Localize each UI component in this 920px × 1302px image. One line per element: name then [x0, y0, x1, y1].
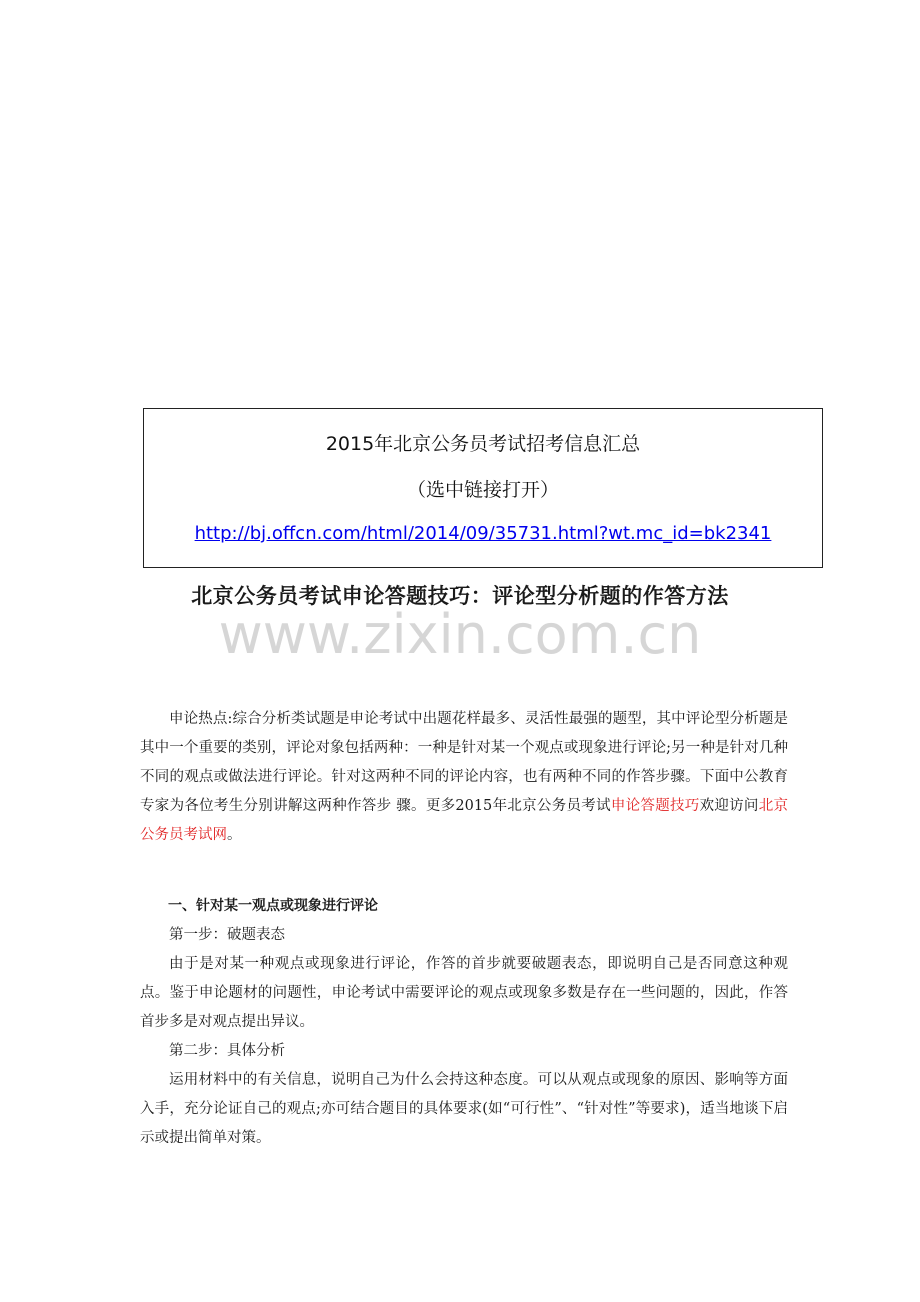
- intro-text-before: 申论热点:综合分析类试题是申论考试中出题花样最多、灵活性最强的题型，其中评论型分析题是其中一个重要的类别，评论对象包括两种：一种是针对某一个观点或现象进行评论;另一种是针对几种不同的观点或做法进行评论。针对这两种不同的评论内容，也有两种不同的作答步骤。下面中公教育专家为各位考生分别讲解这两种作答步 骤。更多2015年北京公务员考试: [140, 711, 788, 814]
- step2-body: 运用材料中的有关信息，说明自己为什么会持这种态度。可以从观点或现象的原因、影响等方面入手，充分论证自己的观点;亦可结合题目的具体要求(如“可行性”、“针对性”等要求)，适当地谈下启示或提出简单对策。: [140, 1072, 788, 1146]
- section-heading-1: 一、针对某一观点或现象进行评论: [168, 898, 378, 914]
- watermark: www.zixin.com.cn: [218, 603, 702, 666]
- document-title: 北京公务员考试申论答题技巧：评论型分析题的作答方法: [191, 584, 729, 608]
- info-box-link[interactable]: http://bj.offcn.com/html/2014/09/35731.html?wt.mc_id=bk2341: [194, 523, 772, 544]
- article-body: [140, 705, 788, 1153]
- intro-text-middle: 欢迎访问: [699, 798, 759, 814]
- info-box: [143, 408, 823, 568]
- exam-tips-link[interactable]: 申论答题技巧: [610, 798, 700, 814]
- intro-paragraph: [140, 705, 788, 850]
- step2-title: 第二步：具体分析: [169, 1043, 285, 1059]
- info-box-hint: （选中链接打开）: [406, 479, 559, 501]
- step1-body: 由于是对某一种观点或现象进行评论，作答的首步就要破题表态，即说明自己是否同意这种观点。鉴于申论题材的问题性，申论考试中需要评论的观点或现象多数是存在一些问题的，因此，作答首步多是对观点提出异议。: [140, 956, 788, 1030]
- step1-title: 第一步：破题表态: [169, 927, 285, 943]
- intro-text-after: 。: [227, 827, 242, 843]
- info-box-title: 2015年北京公务员考试招考信息汇总: [325, 433, 641, 455]
- exam-site-link[interactable]: 北京公务员考试网: [140, 798, 789, 843]
